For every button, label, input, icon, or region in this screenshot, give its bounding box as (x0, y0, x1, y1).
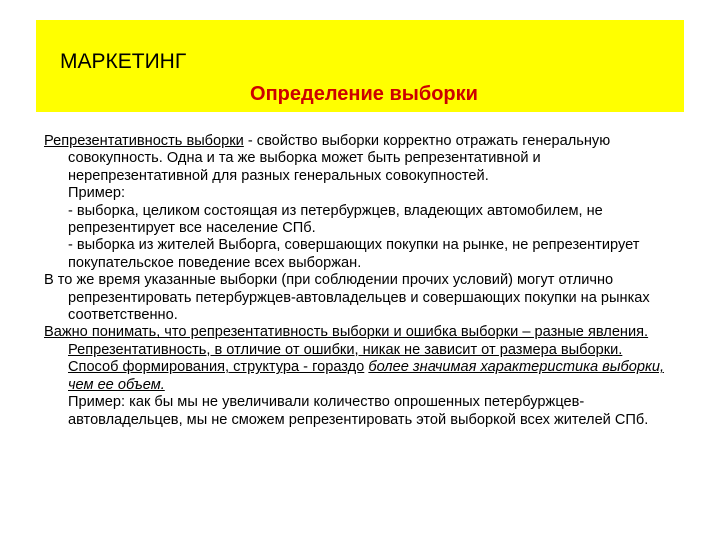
paragraph-representativeness (44, 133, 676, 272)
example-item-1: - выборка, целиком состоящая из петербуржцев, владеющих автомобилем, не репрезентирует все население СПб. (68, 202, 603, 237)
example-item-2: - выборка из жителей Выборга, совершающих покупки на рынке, не репрезентирует покупательское поведение всех выборжан. (68, 237, 640, 271)
section-label: МАРКЕТИНГ (60, 50, 187, 73)
important-note-italic: более значимая характеристика выборки, чем ее объем. (68, 359, 665, 393)
important-note: Важно понимать, что репрезентативность выборки и ошибка выборки – разные явления. Репрезентативность, в отличие от ошибки, никак не зависит от размера выборки. Способ формирования, структура - гораздо (44, 324, 649, 376)
term-representativeness: Репрезентативность выборки (44, 133, 244, 149)
paragraph-same-samples: В то же время указанные выборки (при соблюдении прочих условий) могут отлично репрезентировать петербуржцев-автовладельцев и совершающих покупки на рынках соответственно. (44, 272, 650, 324)
example-text: Пример: как бы мы не увеличивали количество опрошенных петербуржцев-автовладельцев, мы не сможем репрезентировать этой выборкой всех жителей СПб. (68, 394, 649, 428)
paragraph-important (44, 324, 676, 428)
slide-header (36, 20, 684, 112)
example-label: Пример: (68, 185, 126, 202)
definition-text: - свойство выборки корректно отражать генеральную совокупность. Одна и та же выборка может быть репрезентативной и нерепрезентативной для разных генеральных совокупностей. (68, 133, 611, 184)
slide-body (44, 133, 676, 429)
slide-title: Определение выборки (250, 83, 478, 105)
